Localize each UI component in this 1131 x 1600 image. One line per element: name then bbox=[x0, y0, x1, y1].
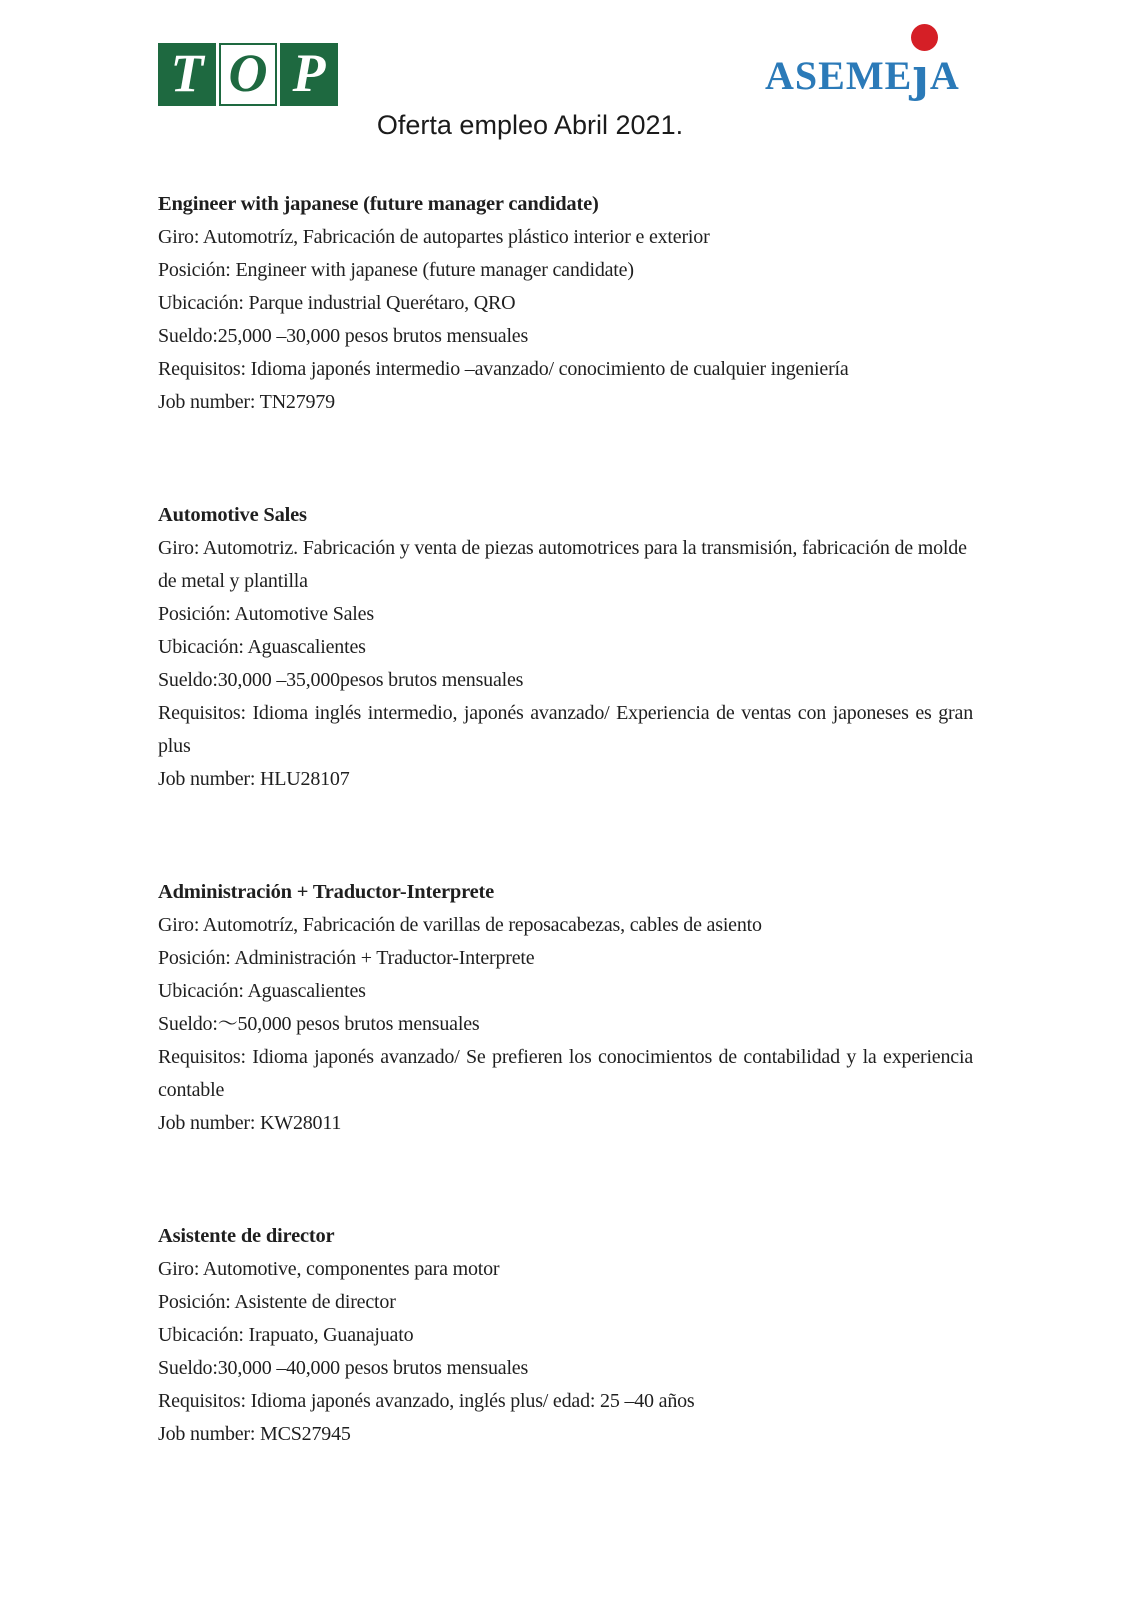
job-ubicacion-line: Ubicación: Irapuato, Guanajuato bbox=[158, 1324, 414, 1346]
page-header bbox=[0, 0, 1131, 188]
job-posicion-line: Posición: Automotive Sales bbox=[158, 603, 374, 625]
job-section-engineer bbox=[158, 188, 973, 419]
job-number-line: Job number: MCS27945 bbox=[158, 1423, 351, 1445]
asemeja-logo bbox=[765, 48, 960, 102]
asemeja-red-dot-icon bbox=[911, 24, 938, 51]
job-requisitos-line: Requisitos: Idioma japonés avanzado, inglés plus/ edad: 25 –40 años bbox=[158, 1390, 695, 1412]
top-logo bbox=[158, 43, 338, 106]
job-posicion-line: Posición: Administración + Traductor-Interprete bbox=[158, 947, 535, 969]
job-posicion-line: Posición: Engineer with japanese (future manager candidate) bbox=[158, 259, 634, 281]
job-title: Automotive Sales bbox=[158, 504, 307, 526]
job-requisitos-line: Requisitos: Idioma inglés intermedio, japonés avanzado/ Experiencia de ventas con japoneses es gran plus bbox=[158, 702, 973, 757]
job-sueldo-line: Sueldo:25,000 –30,000 pesos brutos mensuales bbox=[158, 325, 529, 347]
top-logo-letter-o: O bbox=[219, 43, 277, 106]
job-ubicacion-line: Ubicación: Aguascalientes bbox=[158, 636, 366, 658]
job-sueldo-line: Sueldo:～50,000 pesos brutos mensuales bbox=[158, 1013, 480, 1035]
job-section-automotive-sales bbox=[158, 499, 973, 796]
job-number-line: Job number: HLU28107 bbox=[158, 768, 350, 790]
top-logo-letter-p: P bbox=[280, 43, 338, 106]
asemeja-logo-j: ȷ bbox=[912, 50, 930, 96]
job-requisitos-line: Requisitos: Idioma japonés intermedio –avanzado/ conocimiento de cualquier ingeniería bbox=[158, 358, 849, 380]
job-section-administracion-traductor bbox=[158, 876, 973, 1140]
job-ubicacion-line: Ubicación: Aguascalientes bbox=[158, 980, 366, 1002]
job-sueldo-line: Sueldo:30,000 –35,000pesos brutos mensuales bbox=[158, 669, 524, 691]
asemeja-logo-text-pre: ASEME bbox=[765, 53, 913, 98]
asemeja-logo-text-post: A bbox=[929, 53, 960, 98]
job-giro-line: Giro: Automotríz, Fabricación de autopartes plástico interior e exterior bbox=[158, 226, 710, 248]
job-number-line: Job number: TN27979 bbox=[158, 391, 335, 413]
job-sueldo-line: Sueldo:30,000 –40,000 pesos brutos mensuales bbox=[158, 1357, 529, 1379]
job-giro-line: Giro: Automotriz. Fabricación y venta de piezas automotrices para la transmisión, fabricación de molde de metal y plantilla bbox=[158, 537, 967, 592]
job-title: Asistente de director bbox=[158, 1225, 335, 1247]
job-giro-line: Giro: Automotive, componentes para motor bbox=[158, 1258, 500, 1280]
job-title: Administración + Traductor-Interprete bbox=[158, 881, 495, 903]
job-listings bbox=[0, 188, 973, 1451]
page-title: Oferta empleo Abril 2021. bbox=[376, 110, 684, 140]
job-requisitos-line: Requisitos: Idioma japonés avanzado/ Se prefieren los conocimientos de contabilidad y la experiencia contable bbox=[158, 1046, 973, 1101]
job-number-line: Job number: KW28011 bbox=[158, 1112, 342, 1134]
job-posicion-line: Posición: Asistente de director bbox=[158, 1291, 396, 1313]
job-giro-line: Giro: Automotríz, Fabricación de varillas de reposacabezas, cables de asiento bbox=[158, 914, 762, 936]
job-section-asistente-director bbox=[158, 1220, 973, 1451]
job-title: Engineer with japanese (future manager candidate) bbox=[158, 193, 599, 215]
job-ubicacion-line: Ubicación: Parque industrial Querétaro, QRO bbox=[158, 292, 516, 314]
top-logo-letter-t: T bbox=[158, 43, 216, 106]
